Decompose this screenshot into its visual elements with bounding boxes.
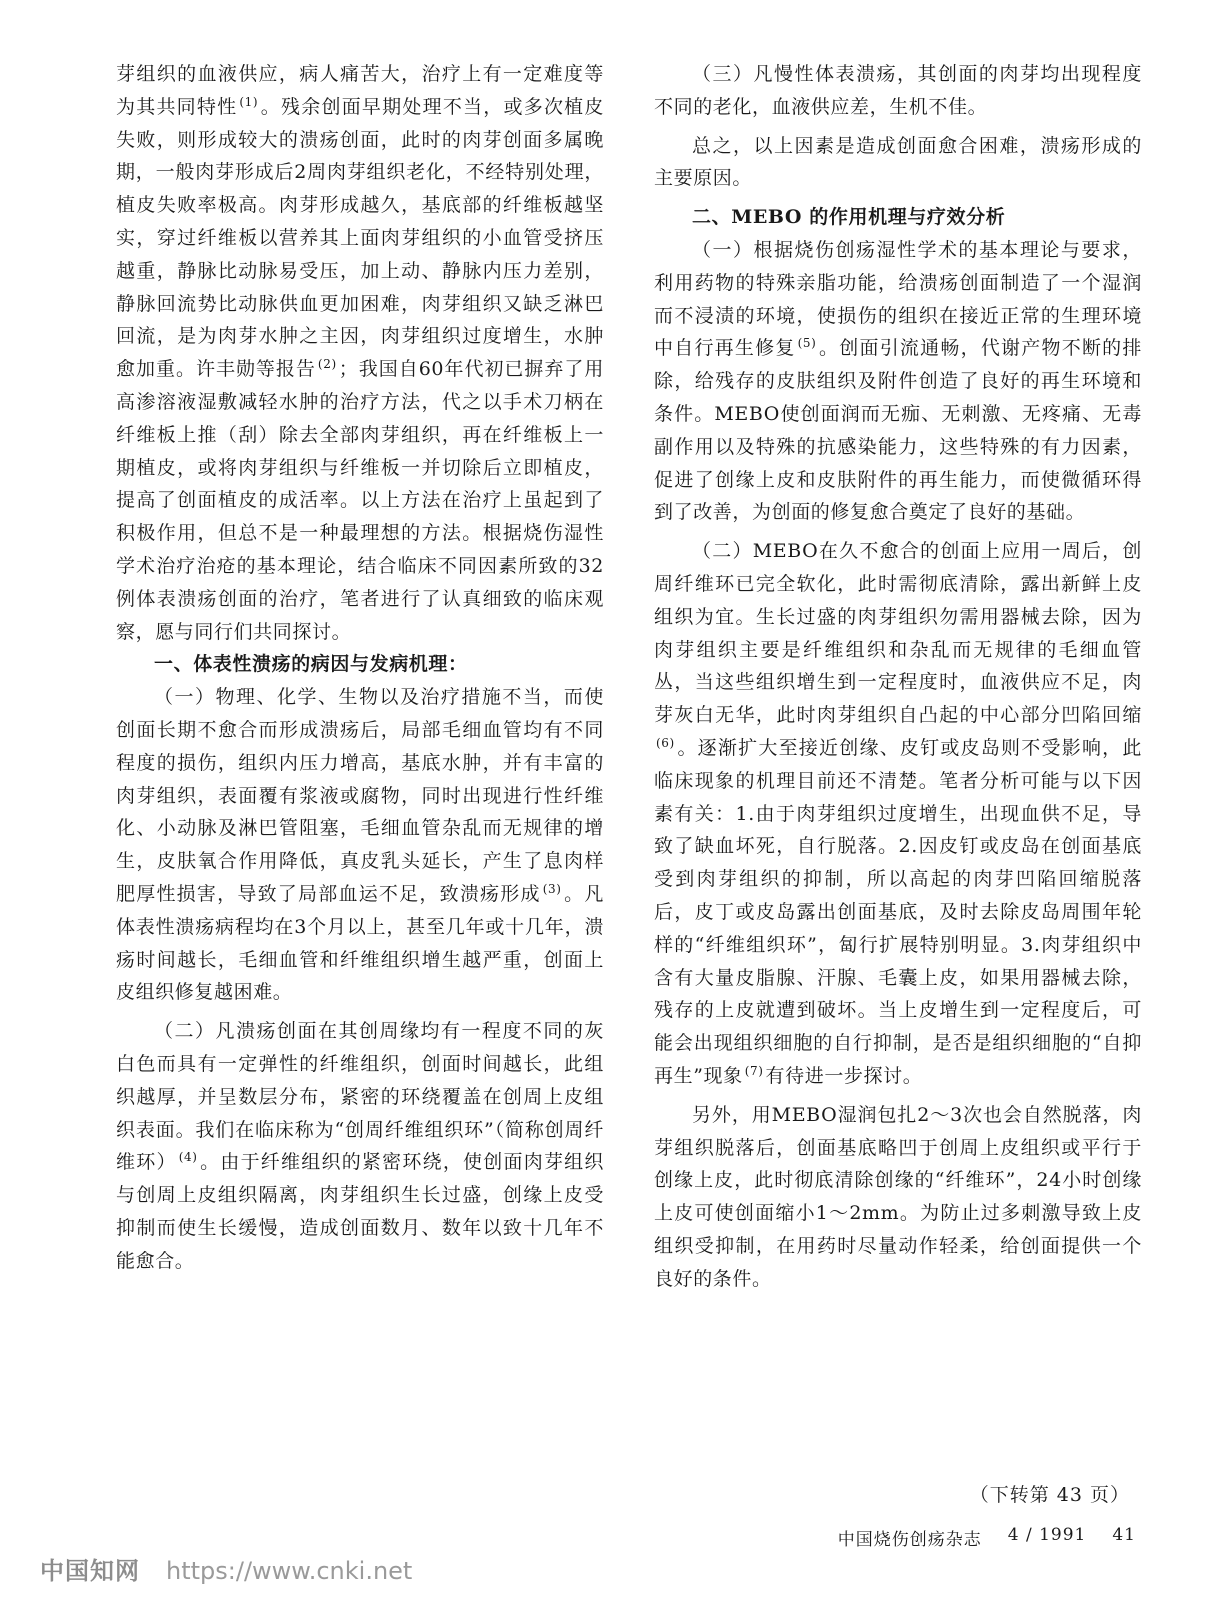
left-column [116,58,604,1277]
paragraph [116,681,604,1009]
section-heading: 二、MEBO 的作用机理与疗效分析 [692,206,1006,229]
paragraph [654,234,1142,529]
cnki-logo: 中国知网 [40,1557,140,1585]
right-column [654,58,1142,1295]
citation-ref: (5) [797,336,817,351]
paragraph [116,1015,604,1277]
paragraph: （三）凡慢性体表溃疡，其创面的肉芽均出现程度不同的老化，血液供应差，生机不佳。 [654,63,1142,118]
text-run: 。凡体表性溃疡病程均在3个月以上，甚至几年或十几年，溃疡时间越长，毛细血管和纤维组织增生越严重，创面上皮组织修复越困难。 [116,882,604,1004]
text-run: （一）根据烧伤创疡湿性学术的基本理论与要求，利用药物的特殊亲脂功能，给溃疡创面制造了一个湿润而不浸渍的环境，使损伤的组织在接近正常的生理环境中自行再生修复 [654,238,1142,360]
watermark-url[interactable]: https://www.cnki.net [166,1557,413,1585]
text-run: 有待进一步探讨。 [765,1064,923,1087]
cnki-watermark [40,1551,412,1586]
continued-note: （下转第 43 页） [969,1484,1130,1506]
text-run: 。残余创面早期处理不当，或多次植皮失败，则形成较大的溃疡创面，此时的肉芽创面多属晚期，一般肉芽形成后2周肉芽组织老化，不经特别处理，植皮失败率极高。肉芽形成越久，基底部的纤维板越坚实，穿过纤维板以营养其上面肉芽组织的小血管受挤压越重，静脉比动脉易受压，加上动、静脉内压力差别，静脉回流势比动脉供血更加困难，肉芽组织又缺乏淋巴回流，是为肉芽水肿之主因，肉芽组织过度增生，水肿愈加重。许丰勋等报告 [116,95,604,381]
text-run: ；我国自60年代初已摒弃了用高渗溶液湿敷减轻水肿的治疗方法，代之以手术刀柄在纤维板上推（刮）除去全部肉芽组织，再在纤维板上一期植皮，或将肉芽组织与纤维板一并切除后立即植皮，提高了创面植皮的成活率。以上方法在治疗上虽起到了积极作用，但总不是一种最理想的方法。根据烧伤湿性学术治疗治疮的基本理论，结合临床不同因素所致的32例体表溃疡创面的治疗，笔者进行了认真细致的临床观察，愿与同行们共同探讨。 [116,358,604,643]
text-run: （一）物理、化学、生物以及治疗措施不当，而使创面长期不愈合而形成溃疡后，局部毛细血管均有不同程度的损伤，组织内压力增高，基底水肿，并有丰富的肉芽组织，表面覆有浆液或腐物，同时出现进行性纤维化、小动脉及淋巴管阻塞，毛细血管杂乱而无规律的增生，皮肤氧合作用降低，真皮乳头延长，产生了息肉样肥厚性损害，导致了局部血运不足，致溃疡形成 [116,686,604,905]
paragraph: 另外，用MEBO湿润包扎2～3次也会自然脱落，肉芽组织脱落后，创面基底略凹于创周上皮组织或平行于创缘上皮，此时彻底清除创缘的“纤维环”，24小时创缘上皮可使创面缩小1～2mm。为防止过多刺激导致上皮组织受抑制，在用药时尽量动作轻柔，给创面提供一个良好的条件。 [654,1103,1142,1290]
citation-ref: (3) [542,881,562,896]
text-run: 芽组织的血液供应，病人痛苦大，治疗上有一定难度等为其共同特性 [116,63,604,118]
page-footer [838,1525,1136,1550]
text-run: （二）凡溃疡创面在其创周缘均有一程度不同的灰白色而具有一定弹性的纤维组织，创面时间越长，此组织越厚，并呈数层分布，紧密的环绕覆盖在创周上皮组织表面。我们在临床称为“创周纤维组织环”（简称创周纤维环） [116,1020,604,1174]
journal-name: 中国烧伤创疡杂志 [837,1530,982,1550]
citation-ref: (6) [656,735,675,750]
issue-number: 4 ∕ 1991 [1007,1525,1087,1545]
citation-ref: (1) [239,94,259,109]
paragraph [654,535,1142,1093]
section-heading: 一、体表性溃疡的病因与发病机理： [154,653,468,676]
paragraph [116,58,604,648]
citation-ref: (4) [178,1150,198,1165]
text-run: 。逐渐扩大至接近创缘、皮钉或皮岛则不受影响，此临床现象的机理目前还不清楚。笔者分析可能与以下因素有关：1.由于肉芽组织过度增生，出现血供不足，导致了缺血坏死，自行脱落。2.因皮钉或皮岛在创面基底受到肉芽组织的抑制，所以高起的肉芽凹陷回缩脱落后，皮丁或皮岛露出创面基底，及时去除皮岛周围年轮样的“纤维组织环”，匐行扩展特别明显。3.肉芽组织中含有大量皮脂腺、汗腺、毛囊上皮，如果用器械去除，残存的上皮就遭到破坏。当上皮增生到一定程度后，可能会出现组织细胞的自行抑制，是否是组织细胞的“自抑再生”现象 [654,736,1142,1087]
text-run: 。创面引流通畅，代谢产物不断的排除，给残存的皮肤组织及附件创造了良好的再生环境和条件。MEBO使创面润而无痂、无刺激、无疼痛、无毒副作用以及特殊的抗感染能力，这些特殊的有力因素，促进了创缘上皮和皮肤附件的再生能力，而使微循环得到了改善，为创面的修复愈合奠定了良好的基础。 [654,337,1142,524]
citation-ref: (2) [317,357,337,372]
text-run: 。由于纤维组织的紧密环绕，使创面肉芽组织与创周上皮组织隔离，肉芽组织生长过盛，创缘上皮受抑制而使生长缓慢，造成创面数月、数年以致十几年不能愈合。 [116,1151,604,1272]
text-run: （二）MEBO在久不愈合的创面上应用一周后，创周纤维环已完全软化，此时需彻底清除，露出新鲜上皮组织为宜。生长过盛的肉芽组织勿需用器械去除，因为肉芽组织主要是纤维组织和杂乱而无规律的毛细血管丛，当这些组织增生到一定程度时，血液供应不足，肉芽灰白无华，此时肉芽组织自凸起的中心部分凹陷回缩 [654,540,1142,727]
page-number: 41 [1112,1525,1136,1545]
citation-ref: (7) [744,1063,764,1078]
paragraph: 总之，以上因素是造成创面愈合困难，溃疡形成的主要原因。 [654,134,1142,190]
